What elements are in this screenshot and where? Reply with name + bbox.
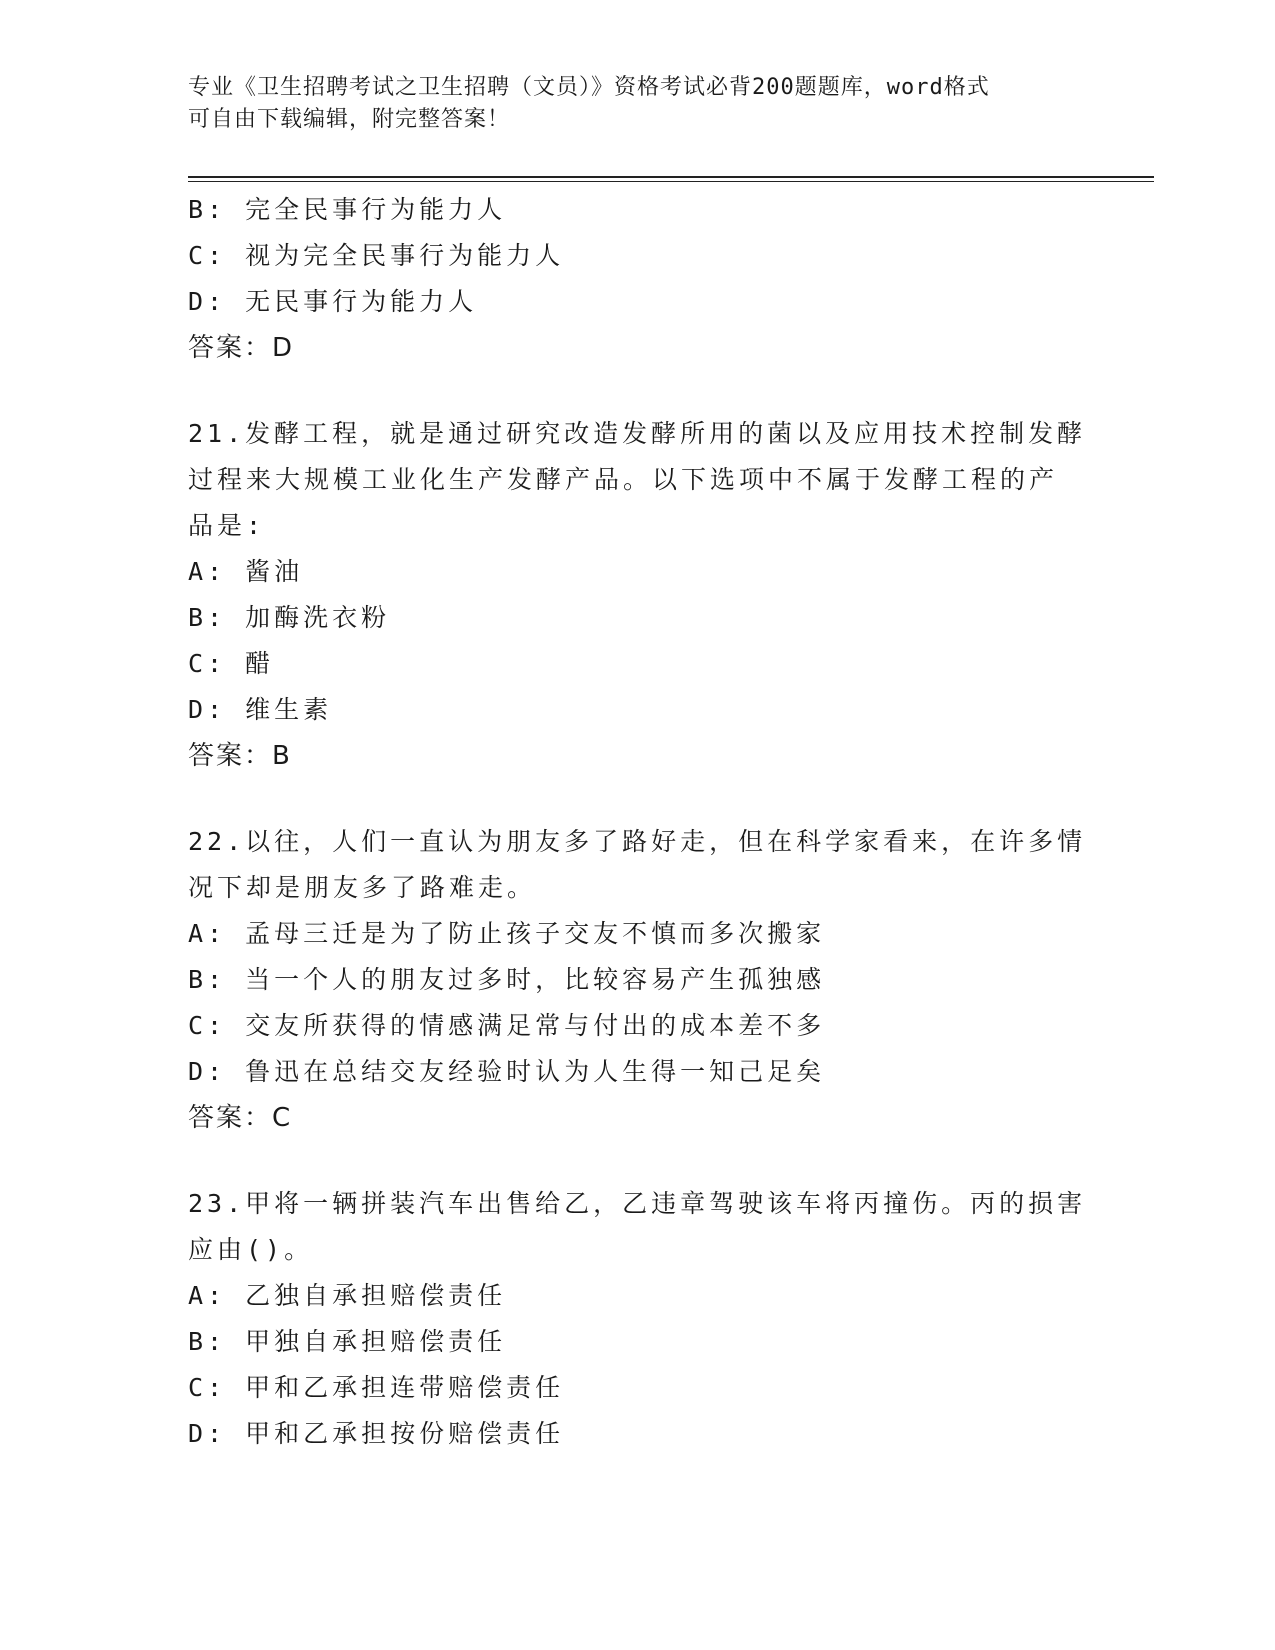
spacer [188,779,1088,819]
question-stem-line: 23.甲将一辆拼装汽车出售给乙，乙违章驾驶该车将丙撞伤。丙的损害 [188,1189,1087,1218]
question-stem-line: 22.以往，人们一直认为朋友多了路好走，但在科学家看来，在许多情 [188,827,1087,856]
question-22 [188,819,1088,1141]
option-d: D: 甲和乙承担按份赔偿责任 [188,1419,565,1448]
answer-line: 答案：C [188,1103,293,1133]
document-header [188,72,1088,136]
header-line-1: 专业《卫生招聘考试之卫生招聘（文员）》资格考试必背200题题库，word格式 [188,75,990,100]
question-stem-line: 况下却是朋友多了路难走。 [188,873,537,902]
option-c: C: 甲和乙承担连带赔偿责任 [188,1373,565,1402]
question-23 [188,1181,1088,1457]
option-d: D: 鲁迅在总结交友经验时认为人生得一知己足矣 [188,1057,826,1086]
question-stem-line: 品是: [188,511,266,540]
option-b: B: 当一个人的朋友过多时，比较容易产生孤独感 [188,965,826,994]
header-divider-thick [188,176,1154,178]
continued-question-block [188,187,1088,371]
spacer [188,1141,1088,1181]
option-b: B: 完全民事行为能力人 [188,195,507,224]
answer-line: 答案：D [188,333,295,363]
question-21 [188,411,1088,779]
option-c: C: 交友所获得的情感满足常与付出的成本差不多 [188,1011,826,1040]
option-c: C: 醋 [188,649,275,678]
header-line-2: 可自由下载编辑，附完整答案！ [188,107,511,132]
document-body [188,187,1088,1457]
question-stem-line: 应由()。 [188,1235,314,1264]
option-a: A: 酱油 [188,557,304,586]
question-stem-line: 过程来大规模工业化生产发酵产品。以下选项中不属于发酵工程的产 [188,465,1059,494]
question-stem-line: 21.发酵工程，就是通过研究改造发酵所用的菌以及应用技术控制发酵 [188,419,1087,448]
option-c: C: 视为完全民事行为能力人 [188,241,565,270]
option-d: D: 无民事行为能力人 [188,287,478,316]
spacer [188,371,1088,411]
option-a: A: 乙独自承担赔偿责任 [188,1281,507,1310]
option-b: B: 甲独自承担赔偿责任 [188,1327,507,1356]
answer-line: 答案：B [188,741,292,771]
option-b: B: 加酶洗衣粉 [188,603,391,632]
option-a: A: 孟母三迁是为了防止孩子交友不慎而多次搬家 [188,919,826,948]
header-divider-thin [188,181,1154,182]
option-d: D: 维生素 [188,695,333,724]
